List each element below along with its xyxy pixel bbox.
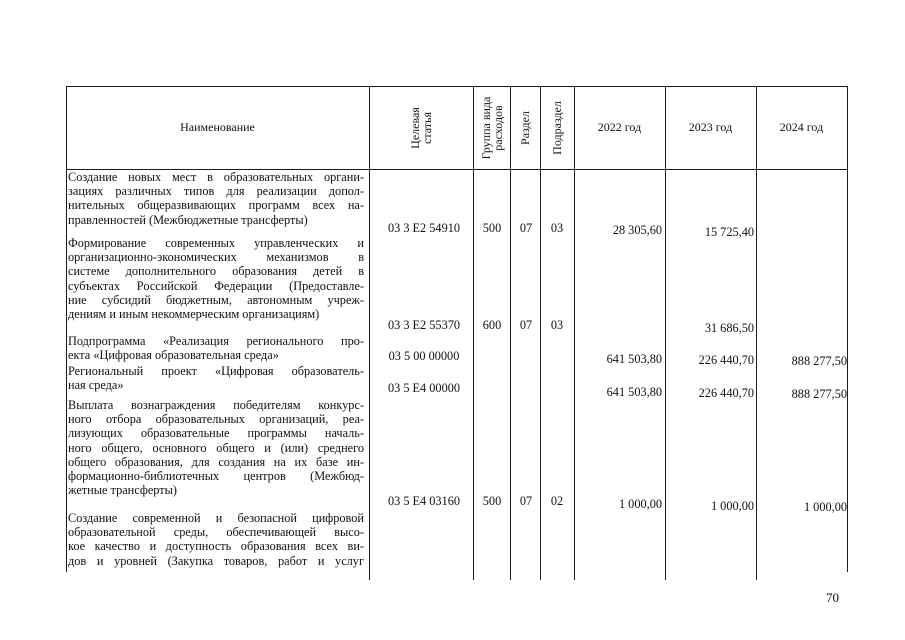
row-line: екта «Цифровая образовательная среда» <box>68 348 279 363</box>
row-subsection: 02 <box>550 494 564 508</box>
row-value-2024: 888 277,50 <box>791 387 847 401</box>
row-group: 500 <box>482 494 502 508</box>
header-2024: 2024 год <box>779 120 824 134</box>
row-description <box>68 170 364 227</box>
header-expense-group-text: Группа вида расходов <box>479 96 505 160</box>
row-line: формационно-библиотечных центров (Межбюд- <box>68 469 364 484</box>
row-value-2022: 641 503,80 <box>606 385 662 399</box>
column-divider <box>510 86 511 580</box>
row-line: жетные трансферты) <box>68 483 178 498</box>
header-expense-group <box>480 91 504 165</box>
row-subsection: 03 <box>550 221 564 235</box>
header-2023: 2023 год <box>688 120 733 134</box>
row-line: Региональный проект «Цифровая образователь- <box>68 364 364 378</box>
row-code: 03 5 E4 00000 <box>387 381 461 395</box>
row-line: Формирование современных управленческих и <box>68 236 364 250</box>
row-subsection: 03 <box>550 318 564 332</box>
row-line: ного общего, основного общего и (или) среднего <box>68 440 364 455</box>
row-value-2023: 226 440,70 <box>698 353 754 367</box>
row-line: зациях различных типов для реализации допол- <box>68 184 364 199</box>
row-value-2022: 28 305,60 <box>612 223 662 237</box>
row-line: образовательной среды, обеспечивающей высо- <box>68 525 364 540</box>
row-line: общего образования, для создания на их базе ин- <box>68 454 364 469</box>
row-value-2023: 226 440,70 <box>698 386 754 400</box>
row-code: 03 5 E4 03160 <box>387 494 461 508</box>
row-line: субъектах Российской Федерации (Предоставле- <box>68 278 364 293</box>
row-line: ного отбора образовательных организаций, реа- <box>68 412 364 427</box>
row-section: 07 <box>519 221 533 235</box>
row-section: 07 <box>519 494 533 508</box>
row-code: 03 5 00 00000 <box>388 349 460 363</box>
row-code: 03 3 E2 54910 <box>387 221 461 235</box>
row-description <box>68 398 364 497</box>
row-description <box>68 511 364 568</box>
row-value-2024: 1 000,00 <box>803 500 847 514</box>
table-right-border <box>847 86 848 572</box>
header-name: Наименование <box>180 120 255 134</box>
row-line: Выплата вознаграждения победителям конкурс- <box>68 398 364 412</box>
row-value-2024: 888 277,50 <box>791 354 847 368</box>
header-target-article <box>409 98 433 158</box>
row-group: 500 <box>482 221 502 235</box>
row-line: лизующих образовательные программы началь- <box>68 426 364 441</box>
column-divider <box>369 86 370 580</box>
header-subsection: Подраздел <box>550 101 564 155</box>
row-description <box>68 236 364 321</box>
header-2022: 2022 год <box>597 120 642 134</box>
row-line: Подпрограмма «Реализация регионального про- <box>68 334 364 348</box>
row-value-2023: 31 686,50 <box>704 321 754 335</box>
row-line: системе дополнительного образования детей в <box>68 264 364 279</box>
row-value-2023: 15 725,40 <box>704 225 754 239</box>
row-section: 07 <box>519 318 533 332</box>
row-description <box>68 334 364 362</box>
row-line: ная среда» <box>68 378 124 393</box>
header-section: Раздел <box>518 111 532 145</box>
page-number: 70 <box>826 590 839 605</box>
row-line: нительных общеразвивающих программ всех на- <box>68 198 364 213</box>
row-line: дениям и иным некоммерческим организациям) <box>68 307 320 322</box>
header-target-article-text: Целевая статья <box>408 107 434 149</box>
row-line: Создание новых мест в образовательных органи- <box>68 170 364 184</box>
row-value-2022: 1 000,00 <box>618 497 662 511</box>
row-group: 600 <box>482 318 502 332</box>
row-line: дов и уровней (Закупка товаров, работ и услуг <box>68 553 364 568</box>
row-line: организационно-экономических механизмов в <box>68 250 364 265</box>
row-value-2023: 1 000,00 <box>710 499 754 513</box>
row-line: Создание современной и безопасной цифровой <box>68 511 364 525</box>
row-code: 03 3 E2 55370 <box>387 318 461 332</box>
row-description <box>68 364 364 392</box>
row-line: ние субсидий бюджетным, автономным учреж- <box>68 292 364 307</box>
row-line: кое качество и доступность образования всех ви- <box>68 539 364 554</box>
row-value-2022: 641 503,80 <box>606 352 662 366</box>
row-line: правленностей (Межбюджетные трансферты) <box>68 212 308 227</box>
